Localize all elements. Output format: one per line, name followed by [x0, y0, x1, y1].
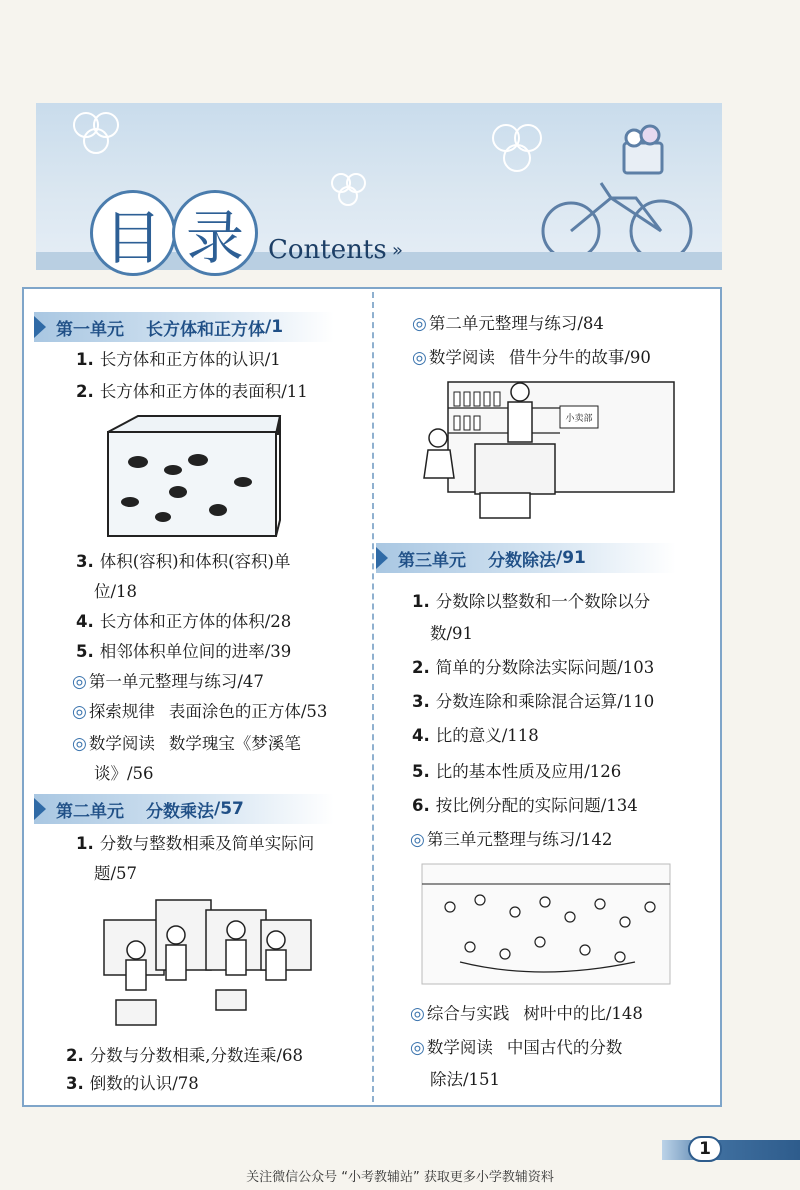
list-item[interactable]: [66, 1070, 199, 1098]
item-number: 1.: [76, 350, 94, 369]
item-label: 探索规律: [88, 702, 155, 721]
item-text: 中国古代的分数: [506, 1038, 623, 1057]
ring-icon: ◎: [410, 830, 425, 850]
shop-illustration: [420, 378, 676, 523]
list-item[interactable]: [72, 730, 301, 758]
item-text: 分数与分数相乘,分数连乘/68: [89, 1046, 304, 1065]
list-item[interactable]: [76, 608, 291, 636]
item-text: 分数与整数相乘及简单实际问: [99, 834, 315, 853]
item-text: 表面涂色的正方体/53: [168, 702, 328, 721]
item-number: 3.: [76, 552, 94, 571]
list-item[interactable]: [412, 654, 654, 682]
unit-page: /91: [556, 548, 586, 568]
arrow-right-icon: [376, 547, 388, 569]
unit-heading-3[interactable]: [376, 543, 676, 573]
item-label: 数学阅读: [428, 348, 495, 367]
list-item[interactable]: [412, 792, 638, 820]
list-item[interactable]: [412, 310, 604, 338]
list-item[interactable]: [72, 698, 327, 726]
item-number: 5.: [412, 762, 430, 781]
item-text: 数学瑰宝《梦溪笔: [168, 734, 301, 753]
item-label: 数学阅读: [88, 734, 155, 753]
page-number-bar: [662, 1140, 800, 1160]
item-text: 倒数的认识/78: [89, 1074, 199, 1093]
item-text: 第一单元整理与练习/47: [88, 672, 264, 691]
children-boxes-illustration: [96, 890, 316, 1030]
ring-icon: ◎: [72, 672, 87, 692]
list-item[interactable]: [410, 1034, 622, 1062]
arrow-right-icon: [34, 798, 46, 820]
title-char-2: 录: [172, 190, 258, 276]
list-item-continuation: 谈》/56: [94, 764, 154, 783]
page-number: 1: [688, 1136, 722, 1162]
unit-name: 第三单元: [398, 550, 466, 571]
bicycle-icon: [543, 126, 691, 261]
item-text: 第二单元整理与练习/84: [428, 314, 604, 333]
item-text: 长方体和正方体的体积/28: [99, 612, 292, 631]
column-divider: [372, 292, 374, 1102]
unit-title: 分数除法: [488, 550, 556, 571]
unit-name: 第一单元: [56, 319, 124, 340]
list-item-continuation: 题/57: [94, 864, 138, 883]
unit-page: /57: [214, 799, 244, 819]
item-text: 长方体和正方体的认识/1: [99, 350, 281, 369]
list-item[interactable]: [76, 830, 314, 858]
ring-icon: ◎: [72, 734, 87, 754]
list-item[interactable]: [412, 588, 650, 616]
item-number: 2.: [76, 382, 94, 401]
unit-title: 分数乘法: [146, 801, 214, 822]
contents-subtitle: Contents: [268, 235, 387, 265]
list-item[interactable]: [412, 758, 621, 786]
ring-icon: ◎: [412, 314, 427, 334]
list-item[interactable]: [76, 638, 291, 666]
list-item[interactable]: [412, 688, 654, 716]
ring-icon: ◎: [410, 1004, 425, 1024]
unit-name: 第二单元: [56, 801, 124, 822]
item-number: 3.: [412, 692, 430, 711]
playground-illustration: [420, 862, 672, 986]
item-text: 按比例分配的实际问题/134: [435, 796, 638, 815]
item-text: 分数连除和乘除混合运算/110: [435, 692, 655, 711]
item-number: 5.: [76, 642, 94, 661]
item-number: 4.: [412, 726, 430, 745]
item-number: 4.: [76, 612, 94, 631]
item-number: 2.: [66, 1046, 84, 1065]
list-item[interactable]: [76, 548, 291, 576]
item-text: 体积(容积)和体积(容积)单: [99, 552, 291, 571]
list-item[interactable]: [410, 826, 612, 854]
item-label: 数学阅读: [426, 1038, 493, 1057]
item-number: 2.: [412, 658, 430, 677]
list-item[interactable]: [76, 378, 308, 406]
item-text: 分数除以整数和一个数除以分: [435, 592, 651, 611]
item-number: 6.: [412, 796, 430, 815]
list-item[interactable]: [412, 722, 539, 750]
item-text: 相邻体积单位间的进率/39: [99, 642, 292, 661]
item-number: 1.: [412, 592, 430, 611]
ring-icon: ◎: [72, 702, 87, 722]
list-item[interactable]: [76, 346, 281, 374]
list-item[interactable]: [412, 344, 651, 372]
item-text: 第三单元整理与练习/142: [426, 830, 613, 849]
item-text: 比的意义/118: [435, 726, 539, 745]
item-number: 3.: [66, 1074, 84, 1093]
fish-tank-illustration: [98, 412, 288, 542]
arrow-right-icon: [34, 316, 46, 338]
item-text: 借牛分牛的故事/90: [508, 348, 651, 367]
shop-sign: 小卖部: [565, 414, 593, 424]
ring-icon: ◎: [412, 348, 427, 368]
item-text: 树叶中的比/148: [523, 1004, 643, 1023]
unit-page: /1: [265, 317, 284, 337]
list-item[interactable]: [410, 1000, 643, 1028]
item-text: 简单的分数除法实际问题/103: [435, 658, 655, 677]
footer-note: 关注微信公众号 “小考教辅站” 获取更多小学教辅资料: [246, 1170, 554, 1185]
item-text: 长方体和正方体的表面积/11: [99, 382, 308, 401]
list-item-continuation: 数/91: [430, 624, 474, 643]
unit-heading-1[interactable]: [34, 312, 334, 342]
item-number: 1.: [76, 834, 94, 853]
item-text: 比的基本性质及应用/126: [435, 762, 622, 781]
contents-arrow: »: [392, 240, 404, 261]
list-item-continuation: 除法/151: [430, 1070, 501, 1089]
unit-title: 长方体和正方体: [146, 319, 265, 340]
ring-icon: ◎: [410, 1038, 425, 1058]
list-item[interactable]: [66, 1042, 303, 1070]
list-item-continuation: 位/18: [94, 582, 138, 601]
title-char-1: 目: [90, 190, 176, 276]
item-label: 综合与实践: [426, 1004, 510, 1023]
unit-heading-2[interactable]: [34, 794, 334, 824]
list-item[interactable]: [72, 668, 264, 696]
